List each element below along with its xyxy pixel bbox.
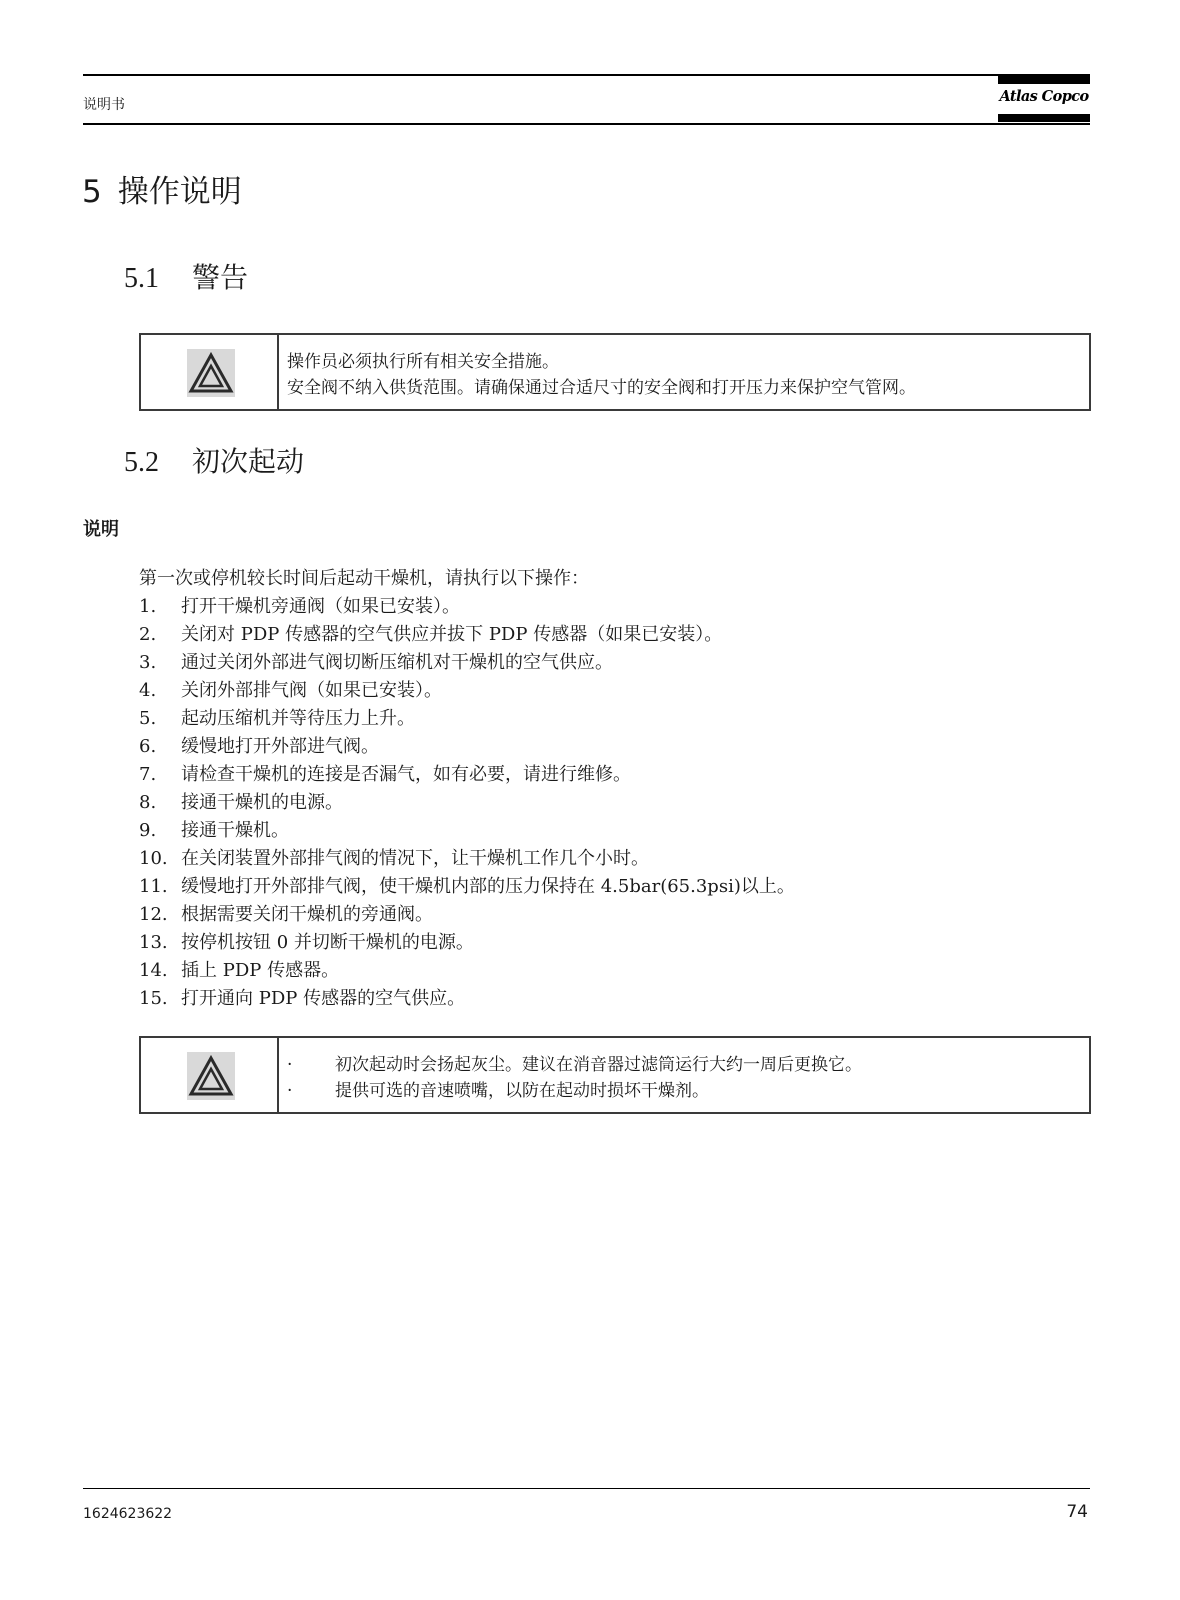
logo-bottom-bar [998, 114, 1090, 122]
list-item [139, 677, 795, 705]
document-number: 1624623622 [83, 1506, 173, 1522]
page-number: 74 [1066, 1502, 1088, 1522]
step-text: 通过关闭外部进气阀切断压缩机对干燥机的空气供应。 [181, 652, 613, 673]
step-text: 打开干燥机旁通阀（如果已安装）。 [181, 596, 460, 617]
logo-text: Atlas Copco [999, 88, 1089, 105]
list-item [139, 845, 795, 873]
list-item [139, 985, 795, 1013]
warning-line: 操作员必须执行所有相关安全措施。 [287, 352, 559, 372]
list-item [139, 621, 795, 649]
warning-icon-cell [141, 335, 279, 409]
list-item [139, 901, 795, 929]
warning-box [139, 333, 1091, 411]
notice-line: · 提供可选的音速喷嘴，以防在起动时损坏干燥剂。 [287, 1078, 862, 1104]
section-number: 5.1 [124, 263, 159, 294]
step-text: 打开通向 PDP 传感器的空气供应。 [181, 988, 466, 1009]
bullet: · [287, 1055, 293, 1075]
list-item [139, 817, 795, 845]
section-heading-startup [124, 440, 304, 480]
logo-top-bar [998, 76, 1090, 84]
step-number: 7. [139, 764, 157, 785]
header-bottom-rule [83, 123, 1090, 125]
step-number: 10. [139, 848, 168, 869]
step-text: 关闭对 PDP 传感器的空气供应并拔下 PDP 传感器（如果已安装）。 [181, 624, 723, 645]
step-number: 5. [139, 708, 157, 729]
step-number: 12. [139, 904, 168, 925]
step-number: 8. [139, 792, 157, 813]
notice-box [139, 1036, 1091, 1114]
step-text: 起动压缩机并等待压力上升。 [181, 708, 415, 729]
step-number: 14. [139, 960, 168, 981]
step-text: 插上 PDP 传感器。 [181, 960, 340, 981]
list-item [139, 789, 795, 817]
list-item [139, 705, 795, 733]
intro-paragraph: 第一次或停机较长时间后起动干燥机，请执行以下操作： [139, 568, 589, 589]
step-text: 接通干燥机。 [181, 820, 289, 841]
subheading-description: 说明 [83, 519, 119, 540]
chapter-title [82, 166, 242, 211]
header-top-rule [83, 74, 1090, 76]
step-text: 请检查干燥机的连接是否漏气，如有必要，请进行维修。 [181, 764, 631, 785]
header-doc-label: 说明书 [83, 97, 125, 113]
chapter-number: 5 [82, 174, 102, 210]
step-number: 1. [139, 596, 157, 617]
step-text: 关闭外部排气阀（如果已安装）。 [181, 680, 442, 701]
step-number: 11. [139, 876, 168, 897]
step-text: 根据需要关闭干燥机的旁通阀。 [181, 904, 433, 925]
warning-line: 安全阀不纳入供货范围。请确保通过合适尺寸的安全阀和打开压力来保护空气管网。 [287, 378, 916, 398]
notice-line: · 初次起动时会扬起灰尘。建议在消音器过滤筒运行大约一周后更换它。 [287, 1052, 862, 1078]
section-number: 5.2 [124, 447, 159, 478]
list-item [139, 733, 795, 761]
warning-triangle-icon [187, 1052, 235, 1100]
section-heading-warning [124, 256, 248, 296]
section-title: 初次起动 [192, 445, 305, 478]
step-number: 9. [139, 820, 157, 841]
chapter-title-text: 操作说明 [117, 174, 242, 210]
step-text: 缓慢地打开外部排气阀，使干燥机内部的压力保持在 4.5bar(65.3psi)以上。 [181, 876, 795, 897]
step-number: 4. [139, 680, 157, 701]
footer-rule [83, 1488, 1090, 1489]
bullet: · [287, 1081, 293, 1101]
warning-triangle-icon [187, 349, 235, 397]
notice-icon-cell [141, 1038, 279, 1112]
step-number: 13. [139, 932, 168, 953]
section-title: 警告 [192, 261, 249, 294]
startup-steps-list [139, 593, 795, 1013]
step-number: 6. [139, 736, 157, 757]
step-number: 3. [139, 652, 157, 673]
step-number: 15. [139, 988, 168, 1009]
step-text: 按停机按钮 0 并切断干燥机的电源。 [181, 932, 474, 953]
list-item [139, 593, 795, 621]
notice-text [287, 1052, 862, 1104]
list-item [139, 649, 795, 677]
step-text: 接通干燥机的电源。 [181, 792, 343, 813]
warning-text [287, 349, 916, 401]
list-item [139, 761, 795, 789]
step-text: 在关闭装置外部排气阀的情况下，让干燥机工作几个小时。 [181, 848, 649, 869]
atlas-copco-logo [998, 76, 1090, 122]
step-text: 缓慢地打开外部进气阀。 [181, 736, 379, 757]
list-item [139, 957, 795, 985]
list-item [139, 929, 795, 957]
step-number: 2. [139, 624, 157, 645]
list-item [139, 873, 795, 901]
